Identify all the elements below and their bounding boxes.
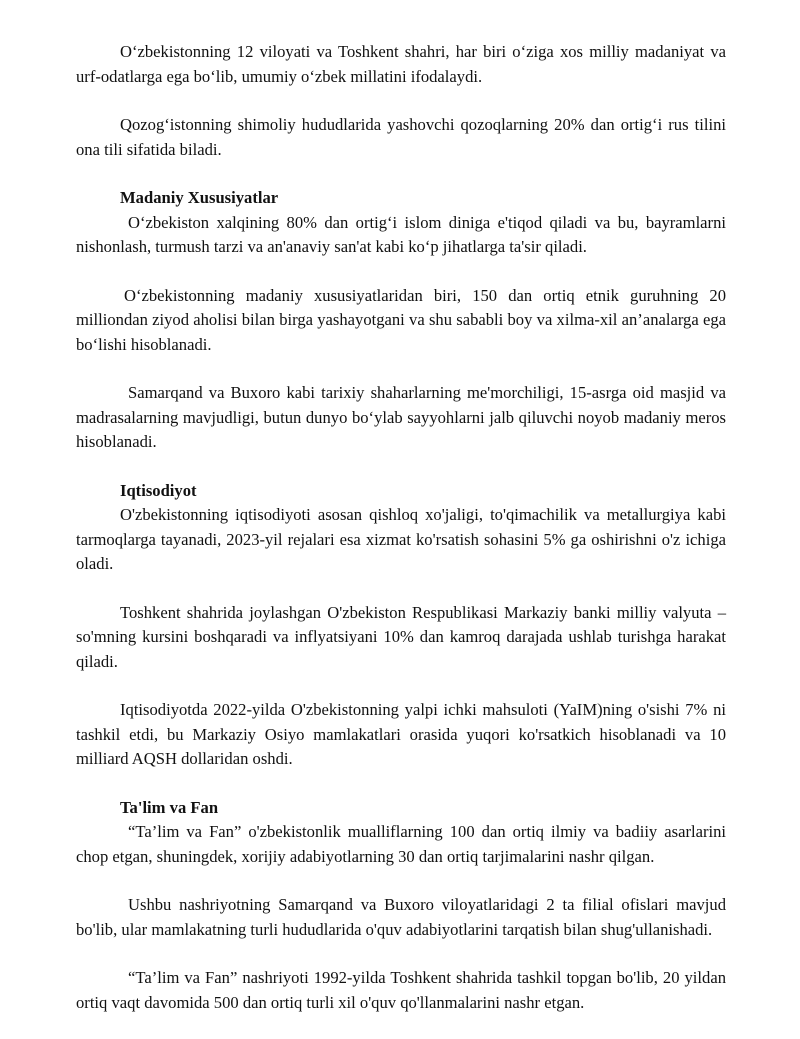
paragraph: Qozog‘istonning shimoliy hududlarida yashovchi qozoqlarning 20% dan ortig‘i rus tilini ona tili sifatida biladi. — [76, 115, 726, 159]
section-iqtisodiyot — [76, 479, 726, 772]
section-heading: Ta'lim va Fan — [120, 797, 219, 817]
section-heading: Madaniy Xususiyatlar — [120, 188, 279, 207]
paragraph: O‘zbekiston xalqining 80% dan ortig‘i islom diniga e'tiqod qiladi va bu, bayramlarni nishonlash, turmush tarzi va an'anaviy san'at kabi ko‘p jihatlarga ta'sir qiladi. — [76, 212, 726, 256]
paragraph: Toshkent shahrida joylashgan O'zbekiston Respublikasi Markaziy banki milliy valyuta – so'mning kursini boshqaradi va inflyatsiyani 10% dan kamroq darajada ushlab turishga harakat qiladi. — [76, 602, 726, 671]
paragraph: “Ta’lim va Fan” o'zbekistonlik mualliflarning 100 dan ortiq ilmiy va badiiy asarlarini chop etgan, shuningdek, xorijiy adabiyotlarning 30 dan ortiq tarjimalarini nashr qilgan. — [76, 822, 726, 866]
paragraph: “Ta’lim va Fan” nashriyoti 1992-yilda Toshkent shahrida tashkil topgan bo'lib, 20 yildan ortiq vaqt davomida 500 dan ortiq turli xil o'quv qo'llanmalarini nashr etgan. — [76, 968, 726, 1012]
paragraph: O‘zbekistonning 12 viloyati va Toshkent shahri, har biri o‘ziga xos milliy madaniyat va urf-odatlarga ega bo‘lib, umumiy o‘zbek millatini ifodalaydi. — [76, 42, 726, 86]
paragraph: O‘zbekistonning madaniy xususiyatlaridan biri, 150 dan ortiq etnik guruhning 20 milliondan ziyod aholisi bilan birga yashayotgani va shu sababli boy va xilma-xil an’analarga ega bo‘lishi hisoblanadi. — [76, 285, 726, 354]
paragraph: O'zbekistonning iqtisodiyoti asosan qishloq xo'jaligi, to'qimachilik va metallurgiya kabi tarmoqlarga tayanadi, 2023-yil rejalari esa xizmat ko'rsatish sohasini 5% ga oshirishni o'z ichiga oladi. — [76, 505, 726, 573]
section-talim-va-fan — [76, 796, 726, 1016]
paragraph: Iqtisodiyotda 2022-yilda O'zbekistonning yalpi ichki mahsuloti (YaIM)ning o'sishi 7% ni tashkil etdi, bu Markaziy Osiyo mamlakatlari orasida yuqori ko'rsatkich hisoblanadi va 10 milliard AQSH dollaridan oshdi. — [76, 700, 726, 768]
section-madaniy-xususiyatlar — [76, 186, 726, 455]
paragraph: Samarqand va Buxoro kabi tarixiy shaharlarning me'morchiligi, 15-asrga oid masjid va madrasalarning mavjudligi, butun dunyo bo‘ylab sayyohlarni jalb qiluvchi noyob madaniy meros hisoblanadi. — [76, 383, 726, 451]
document-page — [76, 40, 726, 1039]
section-heading: Iqtisodiyot — [120, 480, 197, 500]
paragraph: Ushbu nashriyotning Samarqand va Buxoro viloyatlaridagi 2 ta filial ofislari mavjud bo'lib, ular mamlakatning turli hududlarida o'quv adabiyotlarini tarqatish bilan shug'ullanishadi. — [76, 895, 726, 939]
